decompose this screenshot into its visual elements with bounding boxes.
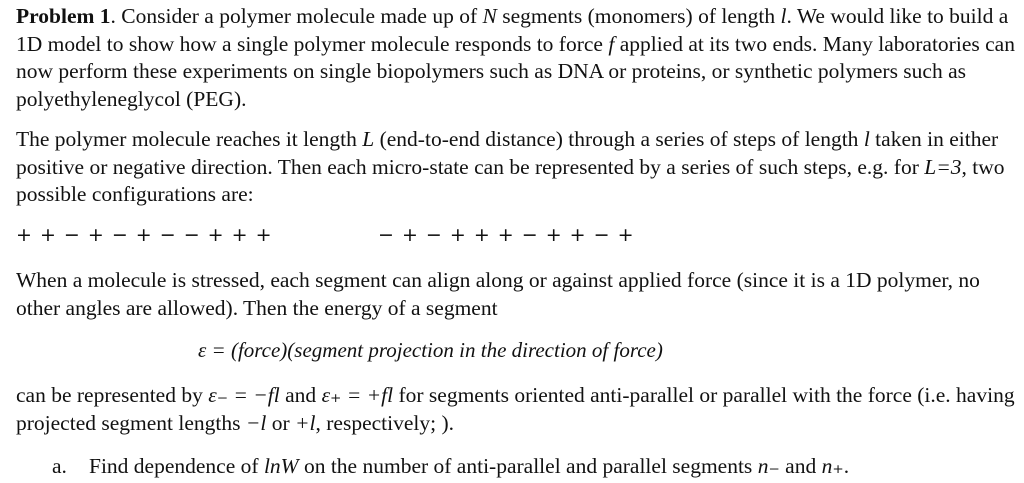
var-f: f [608,31,615,56]
energy-text-1: can be represented by [16,383,209,407]
intro-text-2: segments (monomers) of length [496,4,781,28]
problem-intro-paragraph [16,3,1016,113]
question-a-text-1: Find dependence of [89,454,264,478]
energy-text-4: or [266,410,296,435]
stress-paragraph: When a molecule is stressed, each segment can align along or against applied force (since it is a 1D polymer, no other angles are allowed). Then the energy of a segment [16,268,980,320]
question-a-and: and [779,454,822,478]
length-text-1: The polymer molecule reaches it length [16,127,363,151]
pos-l: +l [295,410,316,435]
question-a [52,453,1012,481]
question-a-text-2: on the number of anti-parallel and parallel segments [298,454,758,478]
n-plus: n₊ [821,454,844,478]
length-text-2: (end-to-end distance) through a series of steps of length [374,127,864,151]
question-a-end: . [843,454,850,478]
energy-text-2: and [279,383,322,407]
neg-l: −l [245,410,267,435]
intro-text-4: applied at its two ends. Many laboratories can now perform these experiments on single biopolymers such as DNA or proteins, or synthetic polymers such as polyethyleneglycol (PEG). [16,31,1015,111]
problem-title: Problem 1 [16,4,111,28]
n-minus: n₋ [757,454,780,478]
energy-paragraph [16,382,1016,437]
var-N: N [482,4,497,28]
var-L-equals-3: L=3 [924,154,962,179]
question-a-marker: a. [52,454,67,478]
energy-text-5: , respectively; ). [315,410,455,435]
energy-text-3: for segments oriented anti-parallel or parallel with the force (i.e. having projected segment lengths [16,383,1015,435]
energy-equation: ε = (force)(segment projection in the direction of force) [198,338,663,362]
configuration-2: − + − + + + − + + − + [378,224,635,246]
intro-text-1: . Consider a polymer molecule made up of [110,4,483,28]
var-l: l [780,4,787,28]
configuration-1: + + − + − + − − + + + [16,224,273,246]
epsilon-minus: ε₋ = −fl [208,383,280,407]
var-l-2: l [863,127,870,151]
length-text-4: , two possible configurations are: [16,154,1005,206]
length-paragraph [16,126,1016,209]
intro-text-3: . We would like to build a 1D model to show how a single polymer molecule responds to force [16,4,1009,56]
epsilon-plus: ε₊ = +fl [321,383,394,407]
configuration-examples [16,224,1016,254]
var-L: L [362,127,375,151]
lnW: lnW [263,454,299,478]
length-text-3: taken in either positive or negative direction. Then each micro-state can be represented by a series of such steps, e.g. for [16,127,999,179]
